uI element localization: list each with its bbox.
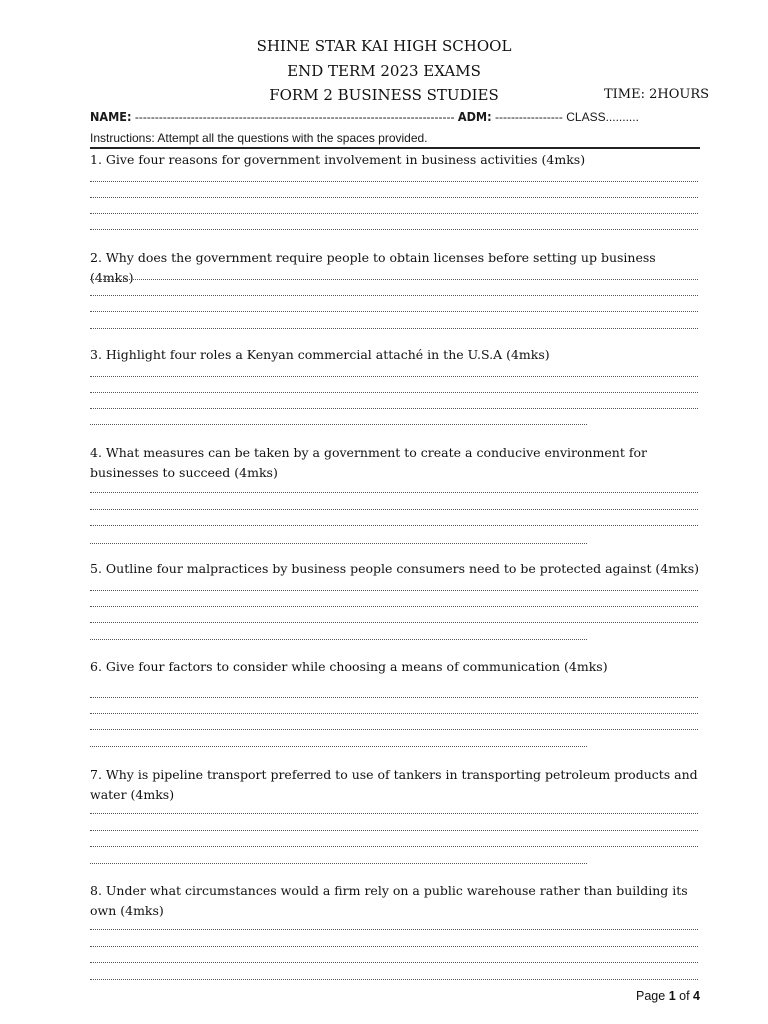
answer-line: [90, 525, 698, 526]
answer-line: [90, 863, 587, 864]
school-name: SHINE STAR KAI HIGH SCHOOL: [256, 37, 512, 55]
question-text: 1. Give four reasons for government involvement in business activities (4mks): [90, 152, 586, 167]
answer-line: [90, 979, 698, 980]
answer-line: [90, 606, 698, 607]
answer-line: [90, 492, 698, 493]
answer-line: [90, 311, 698, 312]
time-allowed: TIME: 2HOURS: [604, 87, 710, 102]
question-text: 3. Highlight four roles a Kenyan commercial attaché in the U.S.A (4mks): [90, 347, 550, 362]
header-rule: [90, 147, 700, 149]
question-text: 8. Under what circumstances would a firm rely on a public warehouse rather than building its own (4mks): [90, 883, 688, 918]
answer-line: [90, 729, 698, 730]
answer-line: [90, 376, 698, 377]
answer-line: [90, 295, 698, 296]
exam-title: END TERM 2023 EXAMS: [287, 62, 481, 80]
answer-line: [90, 946, 698, 947]
answer-line: [90, 713, 698, 714]
page-footer: [636, 989, 700, 1003]
answer-line: [90, 408, 698, 409]
answer-line: [90, 328, 698, 329]
answer-line: [90, 622, 698, 623]
question-text: 4. What measures can be taken by a government to create a conducive environment for businesses to succeed (4mks): [90, 445, 647, 480]
of-word: of: [679, 989, 690, 1003]
answer-line: [90, 181, 698, 182]
question-text: 7. Why is pipeline transport preferred to use of tankers in transporting petroleum products and water (4mks): [90, 767, 698, 802]
answer-line: [90, 590, 698, 591]
answer-line: [90, 813, 698, 814]
answer-line: [90, 639, 587, 640]
answer-line: [90, 846, 698, 847]
page-word: Page: [636, 989, 666, 1003]
name-label: NAME:: [90, 109, 132, 124]
answer-line: [90, 229, 698, 230]
answer-line: [90, 392, 698, 393]
student-id-row: [90, 108, 700, 126]
instructions: Instructions: Attempt all the questions with the spaces provided.: [90, 131, 428, 145]
answer-line: [90, 213, 698, 214]
adm-blank: -----------------: [494, 110, 563, 124]
answer-line: [90, 830, 698, 831]
answer-line: [90, 509, 698, 510]
answer-line: [90, 962, 698, 963]
class-label: CLASS..........: [566, 110, 639, 124]
answer-line: [90, 424, 587, 425]
question-text: 5. Outline four malpractices by business people consumers need to be protected against (4mks): [90, 561, 699, 576]
answer-line: [90, 697, 698, 698]
answer-line: [90, 746, 587, 747]
page-number: 1: [668, 989, 676, 1003]
answer-line: [90, 929, 698, 930]
question-text: 6. Give four factors to consider while choosing a means of communication (4mks): [90, 659, 608, 674]
answer-line: [90, 279, 698, 280]
page-total: 4: [693, 989, 700, 1003]
question-text: 2. Why does the government require people to obtain licenses before setting up business (4mks): [90, 250, 656, 285]
answer-line: [90, 197, 698, 198]
subject-title: FORM 2 BUSINESS STUDIES: [269, 86, 499, 104]
name-blank: --------------------------------------------------------------------------------: [134, 110, 455, 124]
adm-label: ADM:: [457, 109, 492, 124]
answer-line: [90, 543, 587, 544]
